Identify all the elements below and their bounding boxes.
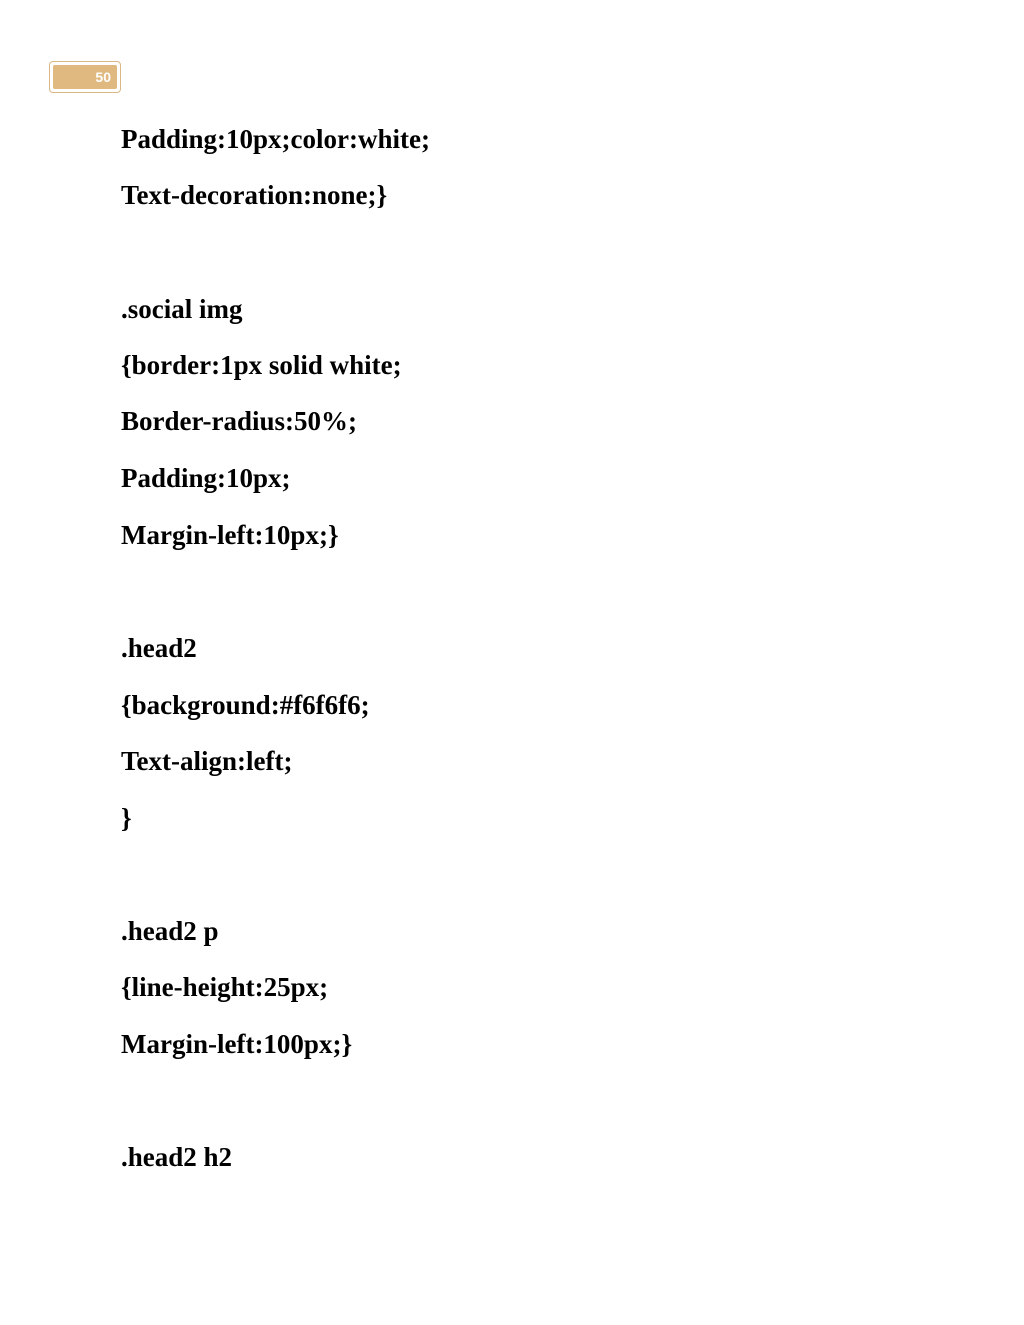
code-line: Margin-left:100px;} [121,1029,353,1059]
code-line: {line-height:25px; [121,972,329,1002]
code-line: .head2 [121,633,197,663]
code-line: {border:1px solid white; [121,350,402,380]
code-line: .social img [121,294,243,324]
code-line: {background:#f6f6f6; [121,690,370,720]
page-number-badge [49,61,121,93]
code-line: Padding:10px; [121,463,291,493]
code-line: Margin-left:10px;} [121,520,339,550]
page-number: 50 [53,65,117,89]
code-line: Text-align:left; [121,746,293,776]
code-line: .head2 p [121,916,219,946]
code-line: Text-decoration:none;} [121,180,388,210]
code-line: Border-radius:50%; [121,406,357,436]
code-line: } [121,803,132,833]
code-line: Padding:10px;color:white; [121,124,430,154]
code-line: .head2 h2 [121,1142,233,1172]
